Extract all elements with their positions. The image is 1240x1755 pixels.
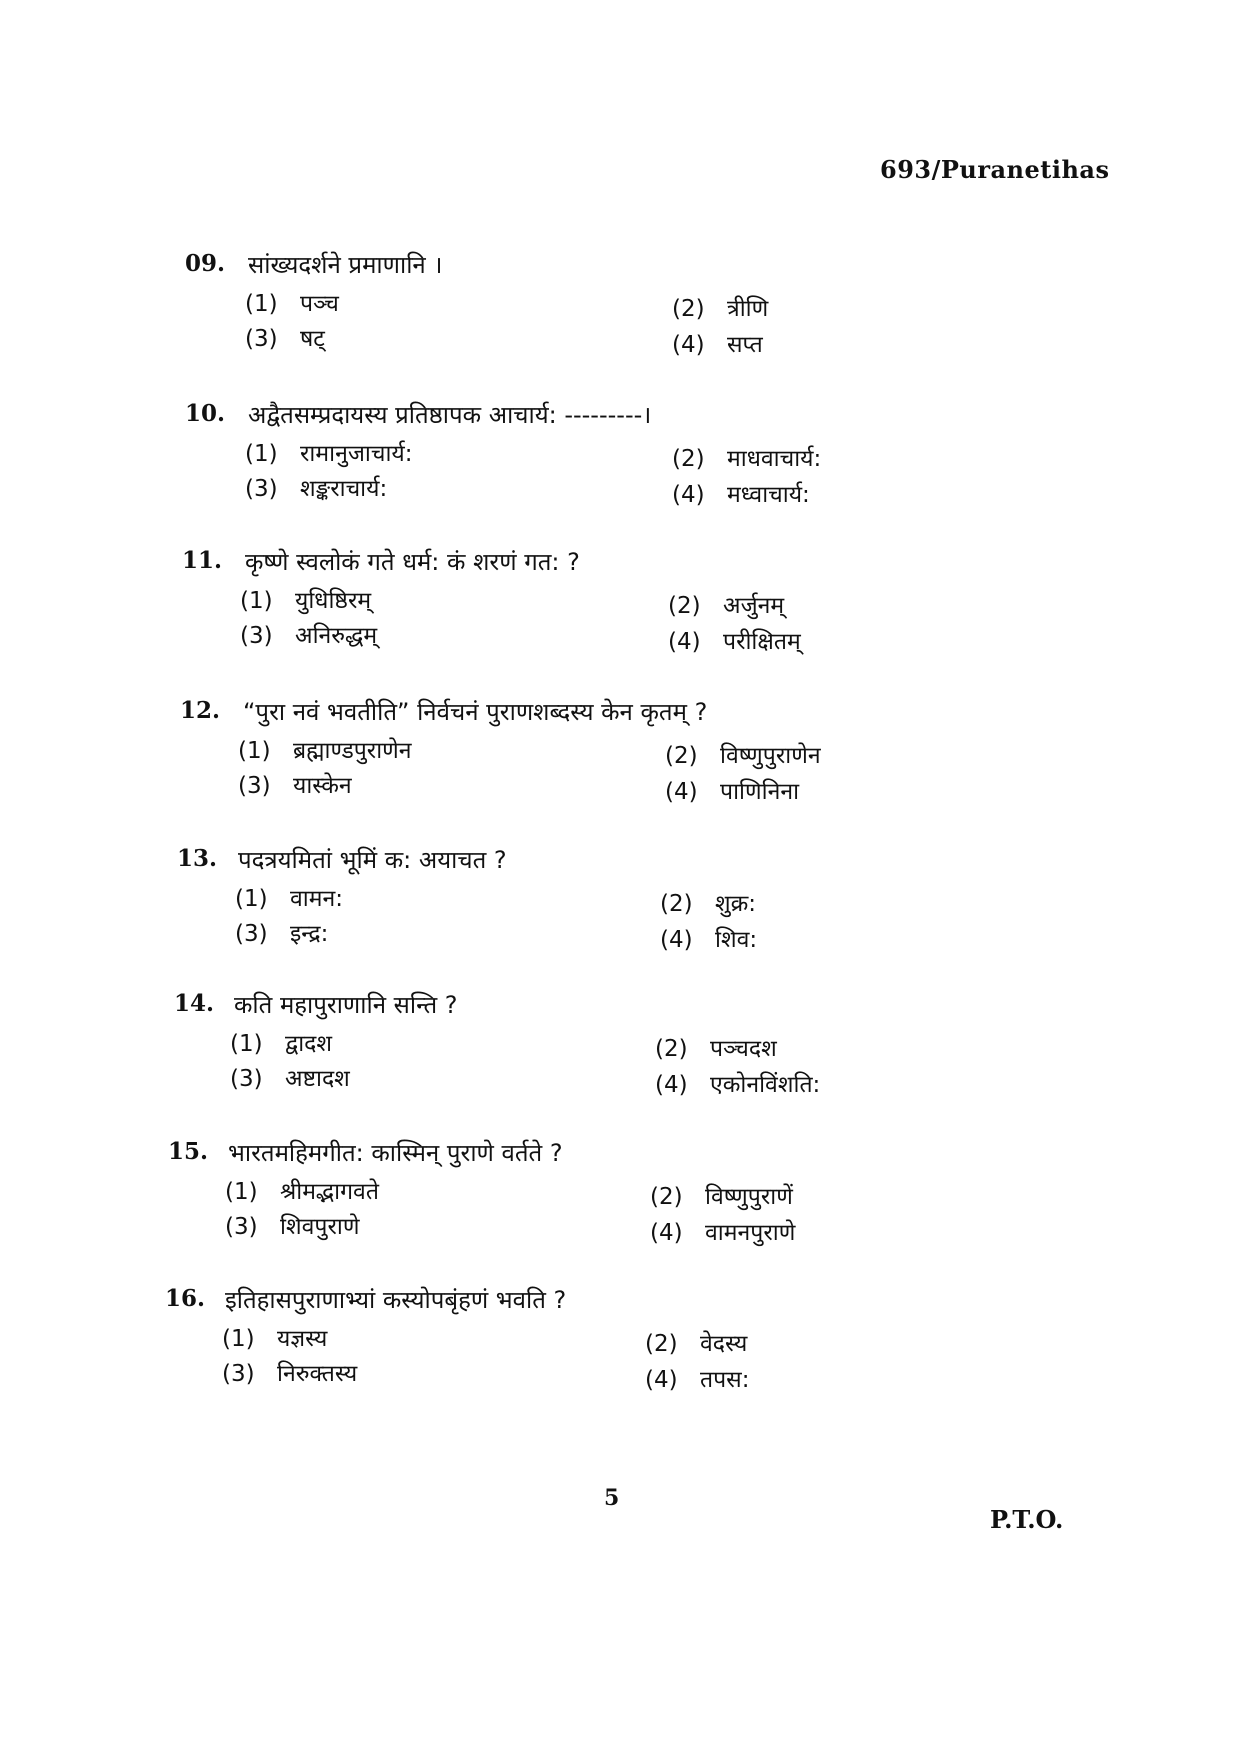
option-text: अर्जुनम् (723, 593, 785, 619)
answer-option (225, 1209, 359, 1241)
option-number: (1) (222, 1326, 255, 1352)
option-text: षट् (300, 326, 325, 352)
option-number: (4) (655, 1072, 688, 1098)
option-number: (3) (225, 1214, 258, 1240)
option-number: (3) (230, 1066, 263, 1092)
question-item (0, 250, 1240, 390)
question-item (0, 697, 1240, 837)
question-number: 09. (185, 250, 226, 277)
option-text: सप्त (727, 332, 763, 358)
answer-option (672, 291, 768, 323)
answer-option (668, 624, 801, 656)
question-text: पदत्रयमितां भूमिं क: अयाचत ? (238, 846, 507, 874)
option-text: रामानुजाचार्य: (300, 441, 413, 467)
option-number: (2) (672, 296, 705, 322)
option-text: अनिरुद्धम् (295, 623, 378, 649)
option-text: पञ्च (300, 291, 339, 317)
option-number: (3) (240, 623, 273, 649)
option-text: वेदस्य (700, 1331, 748, 1357)
question-text: कति महापुराणानि सन्ति ? (234, 991, 458, 1019)
option-text: माधवाचार्य: (727, 446, 822, 472)
option-text: वामनपुराणे (705, 1220, 796, 1246)
option-text: शुक्र: (715, 891, 757, 917)
option-number: (4) (672, 482, 705, 508)
answer-option (222, 1356, 357, 1388)
option-number: (1) (230, 1031, 263, 1057)
answer-option (245, 321, 325, 353)
option-number: (3) (245, 476, 278, 502)
answer-option (672, 327, 763, 359)
option-text: शङ्कराचार्य: (300, 476, 388, 502)
option-number: (1) (238, 738, 271, 764)
option-number: (3) (238, 773, 271, 799)
question-number: 15. (168, 1138, 209, 1165)
option-text: एकोनविंशति: (710, 1072, 821, 1098)
option-text: ब्रह्माण्डपुराणेन (293, 738, 412, 764)
question-item (0, 845, 1240, 985)
option-text: परीक्षितम् (723, 629, 801, 655)
question-number: 16. (165, 1285, 206, 1312)
option-number: (4) (645, 1367, 678, 1393)
question-number: 10. (185, 400, 226, 427)
pto-label: P.T.O. (990, 1505, 1064, 1534)
answer-option (665, 738, 821, 770)
paper-code: 693/Puranetihas (880, 155, 1110, 184)
answer-option (235, 916, 328, 948)
option-number: (2) (655, 1036, 688, 1062)
answer-option (240, 583, 371, 615)
answer-option (225, 1174, 379, 1206)
option-number: (1) (245, 291, 278, 317)
page-number: 5 (604, 1485, 620, 1511)
option-text: द्वादश (285, 1031, 333, 1057)
question-item (0, 547, 1240, 687)
answer-option (668, 588, 784, 620)
answer-option (235, 881, 343, 913)
answer-option (660, 886, 756, 918)
option-number: (3) (222, 1361, 255, 1387)
answer-option (645, 1326, 747, 1358)
option-number: (4) (668, 629, 701, 655)
option-text: निरुक्तस्य (277, 1361, 358, 1387)
question-number: 12. (180, 697, 221, 724)
answer-option (230, 1026, 332, 1058)
option-text: यज्ञस्य (277, 1326, 328, 1352)
answer-option (655, 1067, 820, 1099)
question-number: 11. (182, 547, 223, 574)
answer-option (245, 436, 413, 468)
question-text: कृष्णे स्वलोकं गते धर्म: कं शरणं गत: ? (245, 548, 580, 576)
answer-option (222, 1321, 327, 1353)
question-text: सांख्यदर्शने प्रमाणानि । (248, 251, 443, 279)
question-text: अद्वैतसम्प्रदायस्य प्रतिष्ठापक आचार्य: ---------। (248, 401, 652, 429)
question-item (0, 1138, 1240, 1278)
answer-option (650, 1215, 795, 1247)
option-text: वामन: (290, 886, 344, 912)
option-number: (2) (668, 593, 701, 619)
option-text: यास्केन (293, 773, 352, 799)
option-text: पाणिनिना (720, 779, 800, 805)
option-text: शिव: (715, 927, 758, 953)
option-number: (4) (660, 927, 693, 953)
question-item (0, 1285, 1240, 1425)
answer-option (655, 1031, 777, 1063)
option-text: पञ्चदश (710, 1036, 777, 1062)
option-number: (3) (245, 326, 278, 352)
answer-option (672, 441, 821, 473)
question-number: 13. (177, 845, 218, 872)
question-text: “पुरा नवं भवतीति” निर्वचनं पुराणशब्दस्य केन कृतम् ? (243, 698, 708, 726)
option-number: (2) (650, 1184, 683, 1210)
question-text: इतिहासपुराणाभ्यां कस्योपबृंहणं भवति ? (225, 1286, 567, 1314)
option-text: विष्णुपुराणें (705, 1184, 793, 1210)
option-number: (2) (672, 446, 705, 472)
option-number: (4) (650, 1220, 683, 1246)
option-text: विष्णुपुराणेन (720, 743, 821, 769)
option-number: (2) (665, 743, 698, 769)
option-text: त्रीणि (727, 296, 769, 322)
option-text: तपस: (700, 1367, 750, 1393)
option-text: मध्वाचार्य: (727, 482, 810, 508)
option-text: श्रीमद्भागवते (280, 1179, 379, 1205)
answer-option (645, 1362, 749, 1394)
option-number: (1) (235, 886, 268, 912)
option-number: (2) (645, 1331, 678, 1357)
question-item (0, 990, 1240, 1130)
option-number: (1) (245, 441, 278, 467)
option-text: युधिष्ठिरम् (295, 588, 372, 614)
option-text: शिवपुराणे (280, 1214, 360, 1240)
answer-option (660, 922, 757, 954)
answer-option (245, 471, 387, 503)
option-number: (4) (672, 332, 705, 358)
option-number: (3) (235, 921, 268, 947)
answer-option (245, 286, 339, 318)
option-number: (2) (660, 891, 693, 917)
answer-option (238, 733, 412, 765)
option-text: इन्द्र: (290, 921, 329, 947)
option-text: अष्टादश (285, 1066, 350, 1092)
answer-option (650, 1179, 793, 1211)
answer-option (665, 774, 799, 806)
question-text: भारतमहिमगीत: कास्मिन् पुराणे वर्तते ? (228, 1139, 563, 1167)
answer-option (238, 768, 352, 800)
option-number: (1) (240, 588, 273, 614)
answer-option (672, 477, 810, 509)
answer-option (240, 618, 377, 650)
question-item (0, 400, 1240, 540)
option-number: (4) (665, 779, 698, 805)
question-number: 14. (174, 990, 215, 1017)
option-number: (1) (225, 1179, 258, 1205)
answer-option (230, 1061, 350, 1093)
